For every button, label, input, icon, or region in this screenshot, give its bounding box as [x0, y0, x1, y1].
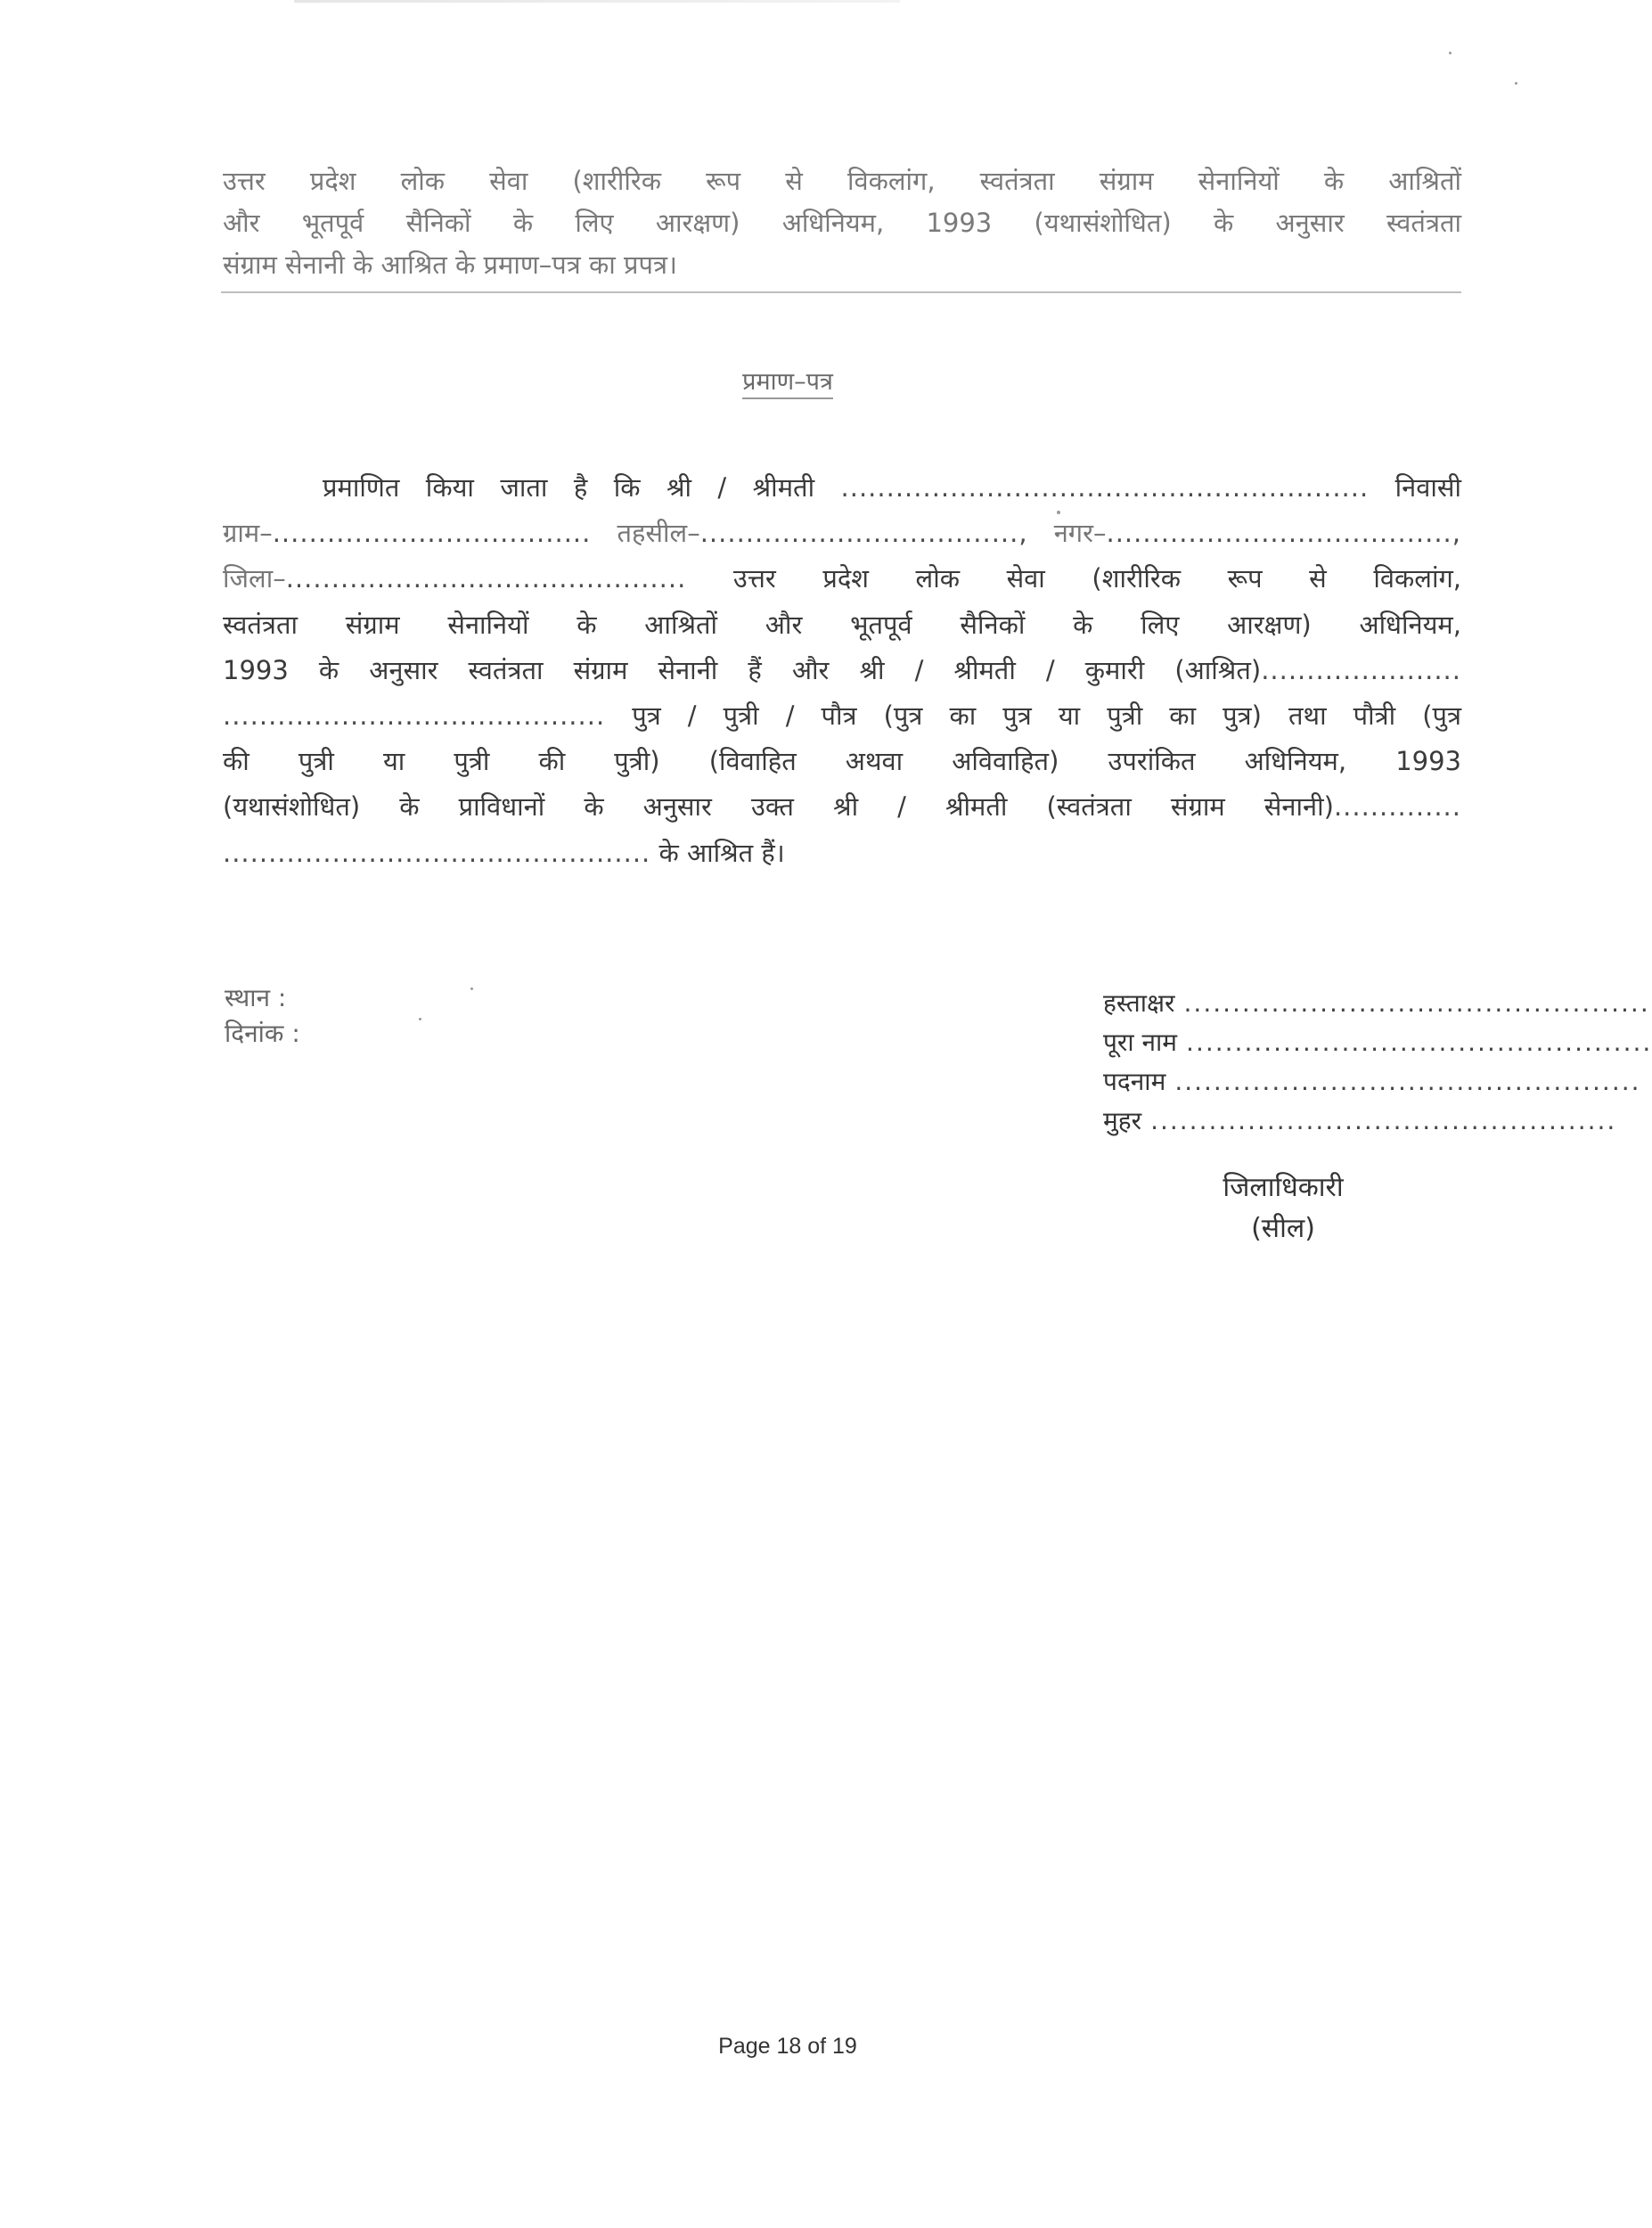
- certificate-body: [223, 465, 1461, 876]
- body-line: [223, 693, 1461, 739]
- certificate-title-text: प्रमाण–पत्र: [742, 368, 833, 399]
- scan-speck: [470, 987, 473, 990]
- town-blank: ......................................,: [1106, 518, 1461, 549]
- full-name-blank: ................................................: [1186, 1028, 1652, 1057]
- full-name-row: [1103, 1023, 1652, 1062]
- body-line: [223, 784, 1461, 830]
- body-text: ग्राम–: [223, 518, 273, 549]
- certificate-title: [0, 364, 1575, 397]
- signature-block: [1103, 984, 1652, 1141]
- stamp-label: मुहर: [1103, 1106, 1142, 1135]
- tehsil-blank: ...................................,: [699, 518, 1028, 549]
- body-line: की पुत्री या पुत्री की पुत्री) (विवाहित अथवा अविवाहित) उपरांकित अधिनियम, 1993: [223, 746, 1461, 777]
- signature-blank: ................................................: [1183, 988, 1650, 1018]
- officer-title: जिलाधिकारी: [1223, 1172, 1344, 1203]
- body-text: तहसील–: [617, 518, 700, 549]
- full-name-label: पूरा नाम: [1103, 1028, 1178, 1057]
- body-line: [223, 831, 1461, 876]
- body-text: (यथासंशोधित) के प्राविधानों के अनुसार उक्त श्री / श्रीमती (स्वतंत्रता संग्राम सेनानी): [223, 791, 1334, 823]
- page-number: Page 18 of 19: [718, 2034, 857, 2059]
- body-text: प्रमाणित किया जाता है कि श्री / श्रीमती: [323, 472, 815, 503]
- body-line: स्वतंत्रता संग्राम सेनानियों के आश्रितों और भूतपूर्व सैनिकों के लिए आरक्षण) अधिनियम,: [223, 609, 1461, 640]
- heading-divider: [221, 291, 1461, 293]
- scan-speck: [1449, 52, 1452, 54]
- body-line: [223, 511, 1461, 556]
- date-label: दिनांक :: [225, 1019, 300, 1048]
- body-text: के आश्रित हैं।: [658, 837, 785, 868]
- body-line: [223, 648, 1461, 693]
- scan-speck: [419, 1018, 421, 1020]
- dependent-name-blank: ..........................................: [223, 700, 606, 732]
- issuing-officer: [1149, 1167, 1417, 1249]
- signature-label: हस्ताक्षर: [1103, 988, 1175, 1018]
- body-text: 1993 के अनुसार स्वतंत्रता संग्राम सेनानी हैं और श्री / श्रीमती / कुमारी (आश्रित): [223, 654, 1262, 685]
- body-text: जिला–: [223, 563, 286, 594]
- freedom-fighter-name-blank: ..............: [1333, 791, 1461, 823]
- body-text: निवासी: [1394, 472, 1462, 503]
- designation-blank: ................................................: [1174, 1067, 1641, 1096]
- scan-speck: [1515, 82, 1517, 85]
- district-blank: ............................................: [285, 563, 687, 594]
- form-heading-line: और भूतपूर्व सैनिकों के लिए आरक्षण) अधिनियम, 1993 (यथासंशोधित) के अनुसार स्वतंत्रता: [223, 208, 1461, 238]
- form-heading-line: उत्तर प्रदेश लोक सेवा (शारीरिक रूप से विकलांग, स्वतंत्रता संग्राम सेनानियों के आश्रितों: [223, 166, 1461, 196]
- body-text: नगर–: [1053, 518, 1107, 549]
- designation-row: [1103, 1062, 1641, 1102]
- scan-artifact-line: [294, 0, 900, 3]
- dependent-name-blank: ......................: [1261, 654, 1461, 685]
- freedom-fighter-name-blank: ...............................................: [223, 837, 651, 868]
- stamp-row: [1103, 1102, 1617, 1141]
- village-blank: ...................................: [272, 518, 592, 549]
- stamp-blank: ................................................: [1150, 1106, 1617, 1135]
- place-date-block: [225, 980, 300, 1052]
- body-line: [223, 556, 1461, 602]
- body-text: उत्तर प्रदेश लोक सेवा (शारीरिक रूप से विकलांग,: [732, 563, 1462, 594]
- place-label: स्थान :: [225, 983, 287, 1012]
- form-heading-line: संग्राम सेनानी के आश्रित के प्रमाण–पत्र का प्रपत्र।: [223, 250, 677, 280]
- designation-label: पदनाम: [1103, 1067, 1166, 1096]
- signature-row: [1103, 984, 1650, 1023]
- body-line: [223, 465, 1461, 511]
- form-heading: [223, 160, 1461, 286]
- officer-seal: (सील): [1251, 1213, 1315, 1244]
- name-blank: ..........................................................: [840, 472, 1370, 503]
- body-text: पुत्र / पुत्री / पौत्र (पुत्र का पुत्र या पुत्री का पुत्र) तथा पौत्री (पुत्र: [632, 700, 1462, 732]
